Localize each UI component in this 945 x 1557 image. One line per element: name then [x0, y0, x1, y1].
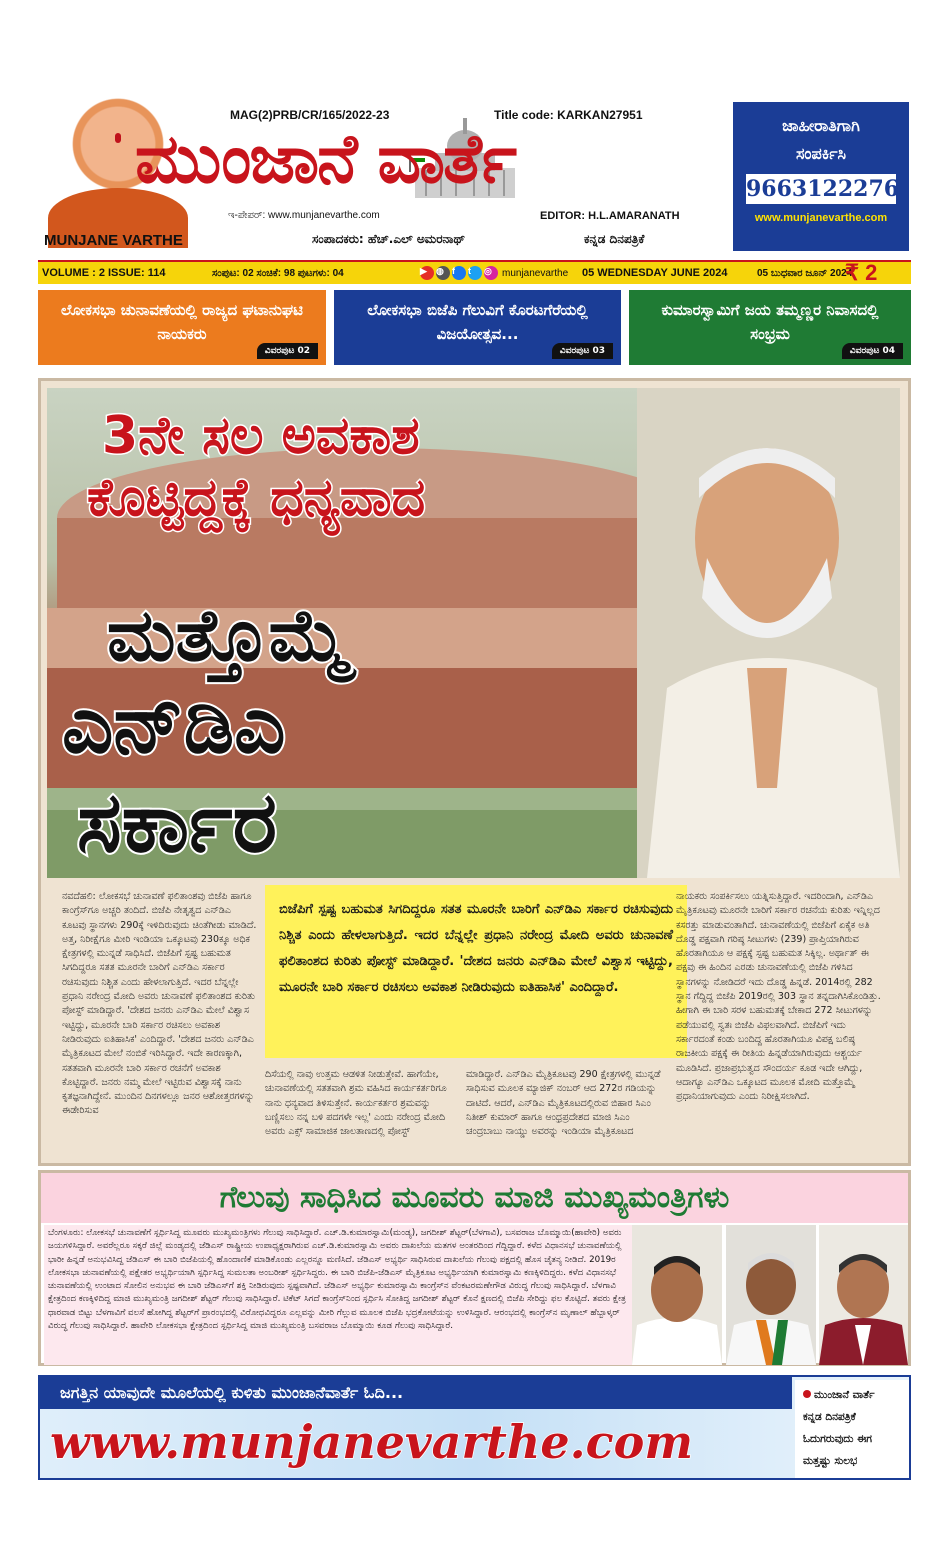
prime-minister-photo [637, 388, 900, 878]
teaser-headline: ಲೋಕಸಭಾ ಚುನಾವಣೆಯಲ್ಲಿ ರಾಜ್ಯದ ಘಟಾನುಘಟಿ ನಾಯಕರು [61, 301, 303, 343]
former-cms-body: ಬೆಂಗಳೂರು: ಲೋಕಸಭೆ ಚುನಾವಣೆಗೆ ಸ್ಪರ್ಧಿಸಿದ್ದ ಮೂವರು ಮುಖ್ಯಮಂತ್ರಿಗಳು ಗೆಲುವು ಸಾಧಿಸಿದ್ದಾರೆ. ಎಚ್.ಡಿ.ಕುಮಾರಸ್ವಾಮಿ(ಮಂಡ್ಯ), ಜಗದೀಶ್ ಶೆಟ್ಟರ್(ಬೆಳಗಾವಿ), ಬಸವರಾಜ ಬೊಮ್ಮಾಯಿ(ಹಾವೇರಿ) ಅವರು ಜಯಗಳಿಸಿದ್ದಾರೆ. ಅವರೆಲ್ಲರೂ ಸಕ್ಕರೆ ಜಿಲ್ಲೆ ಮಂಡ್ಯದಲ್ಲಿ ಜೆಡಿಎಸ್ ರಾಷ್ಟ್ರೀಯ ಉಪಾಧ್ಯಕ್ಷರಾಗಿರುವ ಎಚ್.ಡಿ.ಕುಮಾರಸ್ವಾಮಿ ಅವರು ದಾಖಲೆಯ ಮತಗಳ ಅಂತರದಿಂದ ಗೆದ್ದಿದ್ದಾರೆ. ಕಳೆದ ವಿಧಾನಸಭೆ ಚುನಾವಣೆಯಲ್ಲಿ ಭಾರೀ ಹಿನ್ನಡೆ ಅನುಭವಿಸಿದ್ದ ಜೆಡಿಎಸ್‌ ಈ ಬಾರಿ ಬಿಜೆಪಿಯಲ್ಲಿ ಹೊಂದಾಣಿಕೆ ಮಾಡಿಕೊಂಡು ಎಲ್ಲರನ್ನೂ ಮಣಿಸಿದೆ. ಜೆಡಿಎಸ್ ಅಭ್ಯರ್ಥಿ ಸಾಧಿಸಿರುವ ದಾಖಲೆಯ ಗೆಲುವು ಪಕ್ಷದಲ್ಲಿ ಹೊಸ ಚೈತನ್ಯ ನೀಡಿದೆ. 2019ರ ಲೋಕಸಭಾ ಚುನಾವಣೆಯಲ್ಲಿ ಪಕ್ಷೇತರ ಅಭ್ಯರ್ಥಿಯಾಗಿ ಸ್ಪರ್ಧಿಸಿದ್ದ ಸುಮಲತಾ ಅಂಬರೀಶ್ ಸ್ಪರ್ಧಿಸಿದ್ದರು. ಈ ಬಾರಿ ಬಿಜೆಪಿ-ಜೆಡಿಎಸ್ ಮೈತ್ರಿಕೂಟ ಅಭ್ಯರ್ಥಿಯಾಗಿ ಕುಮಾರಸ್ವಾಮಿ ಕಣಕ್ಕಿಳಿದಿದ್ದರು. ಕಳೆದ ವಿಧಾನಸಭೆ ಚುನಾವಣೆಯಲ್ಲಿ ಉಂಟಾದ ಸೋಲಿನ ಅನುಭವ ಈ ಬಾರಿ ಜೆಡಿಎಸ್‌ಗೆ ಶಕ್ತಿ ನೀಡಿರುವುದು ಸ್ಪಷ್ಟವಾಗಿದೆ. ಜೆಡಿಎಸ್ ಅಭ್ಯರ್ಥಿ ಕುಮಾರಸ್ವಾಮಿ ಕಾಂಗ್ರೆಸ್‌ನ ವೆಂಕಟರಮಣೇಗೌಡ ವಿರುದ್ಧ ಗೆಲುವು ಸಾಧಿಸಿದ್ದಾರೆ. ಬೆಳಗಾವಿ ಕ್ಷೇತ್ರದಿಂದ ಕಣಕ್ಕಿಳಿದಿದ್ದ ಮಾಜಿ ಮುಖ್ಯಮಂತ್ರಿ ಜಗದೀಶ್ ಶೆಟ್ಟರ್ ಗೆಲುವು ಸಾಧಿಸಿದ್ದಾರೆ. ಟಿಕೆಟ್ ಸಿಗದೆ ಕಾಂಗ್ರೆಸ್‌ನಿಂದ ಸ್ಪರ್ಧಿಸಿ ಸೋತಿದ್ದ ಜಗದೀಶ್ ಶೆಟ್ಟರ್ ಕೊನೆ ಕ್ಷಣದಲ್ಲಿ ಬಿಜೆಪಿ ಸೇರಿದ್ದು ಫಲ ಕೊಟ್ಟಿದೆ. ತವರು ಕ್ಷೇತ್ರ ಧಾರವಾಡ ಬಿಟ್ಟು ಬೆಳಗಾವಿಗೆ ವಲಸೆ ಹೋಗಿದ್ದ ಶೆಟ್ಟರ್‌ಗೆ ಪ್ರಾರಂಭದಲ್ಲಿ ವಿರೋಧವಿದ್ದರೂ ಎಲ್ಲವನ್ನು ಮೀರಿ ಗೆಲ್ಲುವ ಮೂಲಕ ಬಿಜೆಪಿ ಭದ್ರಕೋಟೆಯನ್ನು ಉಳಿಸಿದ್ದಾರೆ. ಆರಂಭದಲ್ಲಿ ಕಾಂಗ್ರೆಸ್‌ನ ಮೃಣಾಲ್ ಹೆಬ್ಬಾಳ್ಕರ್ ವಿರುದ್ಧ ಗೆಲುವು ಸಾಧಿಸಿದ್ದಾರೆ. ಹಾವೇರಿ ಲೋಕಸಭಾ ಕ್ಷೇತ್ರದಿಂದ ಸ್ಪರ್ಧಿಸಿದ್ದ ಮಾಜಿ ಮುಖ್ಯಮಂತ್ರಿ ಬಸವರಾಜ ಬೊಮ್ಮಾಯಿ ಕೂಡ ಗೆಲುವು ಸಾಧಿಸಿದ್ದಾರೆ. [44, 1225, 632, 1365]
headline-line-1: 3ನೇ ಸಲ ಅವಕಾಶ [102, 406, 420, 466]
promo-side-line-3: ಓದುಗರುವುದು ಈಗ [803, 1433, 872, 1445]
headline-line-5: ಸರ್ಕಾರ [77, 773, 278, 871]
editor-name-english: EDITOR: H.L.AMARANATH [540, 210, 680, 222]
lead-pullquote: ಬಿಜೆಪಿಗೆ ಸ್ಪಷ್ಟ ಬಹುಮತ ಸಿಗದಿದ್ದರೂ ಸತತ ಮೂರನೇ ಬಾರಿಗೆ ಎನ್‌ಡಿಎ ಸರ್ಕಾರ ರಚಿಸುವುದು ನಿಶ್ಚಿತ ಎಂದು ಹೇಳಲಾಗುತ್ತಿದೆ. ಇದರ ಬೆನ್ನಲ್ಲೇ ಪ್ರಧಾನಿ ನರೇಂದ್ರ ಮೋದಿ ಅವರು ಚುನಾವಣೆ ಫಲಿತಾಂಶದ ಕುರಿತು ಪೋಸ್ಟ್ ಮಾಡಿದ್ದಾರೆ. 'ದೇಶದ ಜನರು ಎನ್‌ಡಿಎ ಮೇಲೆ ವಿಶ್ವಾಸ ಇಟ್ಟಿದ್ದು, ಮೂರನೇ ಬಾರಿ ಸರ್ಕಾರ ರಚಿಸಲು ಅವಕಾಶ ನೀಡಿರುವುದು ಐತಿಹಾಸಿಕ' ಎಂದಿದ್ದಾರೆ. [265, 885, 687, 1058]
promo-tagline: ಜಗತ್ತಿನ ಯಾವುದೇ ಮೂಲೆಯಲ್ಲಿ ಕುಳಿತು ಮುಂಜಾನೆವಾರ್ತೆ ಓದಿ... [40, 1377, 792, 1409]
social-handle[interactable]: munjanevarthe [502, 267, 569, 279]
teaser-page-ref: ವಿವರಪುಟ 04 [842, 343, 903, 359]
price: ₹ 2 [845, 260, 878, 285]
headline-line-2: ಕೊಟ್ಟಿದ್ದಕ್ಕೆ ಧನ್ಯವಾದ [87, 468, 426, 528]
lead-column-3: ಮಾಡಿದ್ದಾರೆ. ಎನ್‌ಡಿಎ ಮೈತ್ರಿಕೂಟವು 290 ಕ್ಷೇತ್ರಗಳಲ್ಲಿ ಮುನ್ನಡೆ ಸಾಧಿಸುವ ಮೂಲಕ ಮ್ಯಾಜಿಕ್ ನಂಬರ್ ಆದ 272ರ ಗಡಿಯನ್ನು ದಾಟಿದೆ. ಆದರೆ, ಎನ್‌ಡಿಎ ಮೈತ್ರಿಕೂಟದಲ್ಲಿರುವ ಬಿಹಾರ ಸಿಎಂ ನಿತೀಶ್ ಕುಮಾರ್ ಹಾಗೂ ಆಂಧ್ರಪ್ರದೇಶದ ಮಾಜಿ ಸಿಎಂ ಚಂದ್ರಬಾಬು ನಾಯ್ಡು ಅವರನ್ನು ಇಂಡಿಯಾ ಮೈತ್ರಿಕೂಟದ [466, 1069, 661, 1138]
instagram-icon[interactable]: ◎ [484, 266, 498, 280]
cm-photo-shettar [819, 1225, 908, 1365]
teaser-page-3[interactable] [334, 290, 621, 365]
date-english: 05 WEDNESDAY JUNE 2024 [582, 267, 728, 279]
teaser-page-ref: ವಿವರಪುಟ 03 [552, 343, 613, 359]
promo-side-line-4: ಮತ್ತಷ್ಟು ಸುಲಭ [803, 1455, 858, 1467]
teaser-page-2[interactable] [38, 290, 326, 365]
globe-icon[interactable]: ◍ [436, 266, 450, 280]
date-kannada: 05 ಬುಧವಾರ ಜೂನ್ 2024 [757, 267, 853, 279]
teaser-headline: ಕುಮಾರಸ್ವಾಮಿಗೆ ಜಯ ತಮ್ಮಣ್ಣರ ನಿವಾಸದಲ್ಲಿ ಸಂಭ್ರಮ [661, 301, 879, 343]
promo-website-link[interactable]: www.munjanevarthe.com [50, 1415, 694, 1469]
advertisement-contact-box [731, 100, 911, 253]
headline-line-3: ಮತ್ತೊಮ್ಮೆ [107, 593, 350, 677]
brand-name-english: MUNJANE VARTHE [44, 232, 183, 249]
epaper-link[interactable]: ಇ-ಪೇಪರ್: www.munjanevarthe.com [228, 210, 380, 221]
bullet-icon [803, 1390, 811, 1398]
issue-info-strip [38, 260, 911, 284]
ad-phone[interactable]: 9663122276 [746, 176, 900, 202]
lead-column-4: ನಾಯಕರು ಸಂಪರ್ಕಿಸಲು ಯತ್ನಿಸುತ್ತಿದ್ದಾರೆ. ಇದರಿಂದಾಗಿ, ಎನ್‌ಡಿಎ ಮೈತ್ರಿಕೂಟವು ಮೂರನೇ ಬಾರಿಗೆ ಸರ್ಕಾರ ರಚನೆಯ ಕುರಿತು ಇನ್ನಿಲ್ಲದ ಕಸರತ್ತು ಮಾಡುವಂತಾಗಿದೆ. ಚುನಾವಣೆಯಲ್ಲಿ ಬಿಜೆಪಿಗೆ ಏಕೈಕ ಅತಿ ದೊಡ್ಡ ಪಕ್ಷವಾಗಿ ಗರಿಷ್ಠ ಸೀಟುಗಳು (239) ಪ್ರಾಪ್ತಿಯಾಗಿರುವ ಹೊರತಾಗಿಯೂ ಆ ಪಕ್ಷಕ್ಕೆ ಸ್ಪಷ್ಟ ಬಹುಮತ ಸಿಕ್ಕಿಲ್ಲ. ಅರ್ಥಾತ್ ಈ ಪಕ್ಷವು ಈ ಹಿಂದಿನ ಎರಡು ಚುನಾವಣೆಯಲ್ಲಿ ಬಿಜೆಪಿ ಗಳಿಸಿದ ಸ್ಥಾನಗಳನ್ನು ನೋಡಿದರೆ ಇದು ದೊಡ್ಡ ಹಿನ್ನಡೆ. 2014ರಲ್ಲಿ 282 ಸ್ಥಾನ ಗೆದ್ದಿದ್ದ ಬಿಜೆಪಿ 2019ರಲ್ಲಿ 303 ಸ್ಥಾನ ತನ್ನದಾಗಿಸಿಕೊಂಡಿತ್ತು. ಹೀಗಾಗಿ ಈ ಬಾರಿ ಸರಳ ಬಹುಮತಕ್ಕೆ ಬೇಕಾದ 272 ಸೀಟುಗಳನ್ನು ಪಡೆಯುವಲ್ಲಿ ಸ್ವತಃ ಬಿಜೆಪಿ ವಿಫಲವಾಗಿದೆ. ಬಿಜೆಪಿಗೆ ಇದು ಸರ್ಕಾರದಂತೆ ಕಂಡು ಬಂದಿದ್ದ ಹೊರತಾಗಿಯೂ ವಿಪಕ್ಷ ಬಲಿಷ್ಠ ರಾಜಕೀಯ ಪಕ್ಷಕ್ಕೆ ಈ ರೀತಿಯ ಹಿನ್ನಡೆಯಾಗಿರುವುದು ಆಶ್ಚರ್ಯ ಮೂಡಿಸಿದೆ. ಪ್ರಜಾಪ್ರಭುತ್ವದ ಸೌಂದರ್ಯ ಕೂಡ ಇದೇ ಆಗಿದ್ದು, ಆದಾಗ್ಯೂ ಎನ್‌ಡಿಎ ಒಕ್ಕೂಟದ ಮೂಲಕ ಮೋದಿ ಮತ್ತೊಮ್ಮೆ ಪ್ರಧಾನಿಯಾಗುವುದು ಎಂದು ನಿರೀಕ್ಷಿಸಲಾಗಿದೆ. [676, 891, 881, 1103]
daily-label: ಕನ್ನಡ ದಿನಪತ್ರಿಕೆ [584, 232, 645, 246]
lead-hero-image [47, 388, 900, 878]
promo-side-box [795, 1380, 909, 1478]
promo-side-line-2: ಕನ್ನಡ ದಿನಪತ್ರಿಕೆ [803, 1411, 856, 1423]
teaser-page-4[interactable] [629, 290, 911, 365]
title-code: Title code: KARKAN27951 [494, 108, 643, 122]
ad-website[interactable]: www.munjanevarthe.com [754, 212, 888, 224]
facebook-icon[interactable]: f [452, 266, 466, 280]
ad-line-1: ಜಾಹೀರಾತಿಗಾಗಿ [782, 116, 860, 135]
editor-name-kannada: ಸಂಪಾದಕರು: ಹೆಚ್.ಎಲ್ ಅಮರನಾಥ್ [312, 232, 466, 246]
youtube-icon[interactable]: ▶ [420, 266, 434, 280]
headline-line-4: ಎನ್‌ಡಿಎ [62, 678, 286, 771]
teaser-page-ref: ವಿವರಪುಟ 02 [257, 343, 318, 359]
volume-issue-kannada: ಸಂಪುಟ: 02 ಸಂಚಿಕೆ: 98 ಪುಟಗಳು: 04 [212, 267, 344, 279]
masthead-title: ಮುಂಜಾನೆ ವಾರ್ತೆ [135, 120, 515, 199]
cm-photo-kumaraswamy [726, 1225, 816, 1365]
former-cms-headline: ಗೆಲುವು ಸಾಧಿಸಿದ ಮೂವರು ಮಾಜಿ ಮುಖ್ಯಮಂತ್ರಿಗಳು [41, 1173, 908, 1223]
lead-column-2: ದಿಸೆಯಲ್ಲಿ ನಾವು ಉತ್ತಮ ಆಡಳಿತ ನೀಡುತ್ತೇವೆ. ಹಾಗೆಯೇ, ಚುನಾವಣೆಯಲ್ಲಿ ಸತತವಾಗಿ ಶ್ರಮ ವಹಿಸಿದ ಕಾರ್ಯಕರ್ತರಿಗೂ ನಾನು ಧನ್ಯವಾದ ತಿಳಿಸುತ್ತೇನೆ. ಕಾರ್ಯಕರ್ತರ ಶ್ರಮವನ್ನು ಬಣ್ಣಿಸಲು ನನ್ನ ಬಳಿ ಪದಗಳೇ ಇಲ್ಲ' ಎಂದು ನರೇಂದ್ರ ಮೋದಿ ಅವರು ಎಕ್ಸ್ ಸಾಮಾಜಿಕ ಜಾಲತಾಣದಲ್ಲಿ ಪೋಸ್ಟ್ [265, 1069, 447, 1138]
ad-line-2: ಸಂಪರ್ಕಿಸಿ [795, 144, 847, 163]
teaser-headline: ಲೋಕಸಭಾ ಬಿಜೆಪಿ ಗೆಲುವಿಗೆ ಕೊರಟಗೆರೆಯಲ್ಲಿ ವಿಜಯೋತ್ಸವ... [367, 301, 588, 343]
volume-issue: VOLUME : 2 ISSUE: 114 [42, 267, 166, 279]
promo-side-line-1: ಮುಂಜಾನೆ ವಾರ್ತೆ [803, 1384, 907, 1406]
registration-number: MAG(2)PRB/CR/165/2022-23 [230, 108, 390, 122]
twitter-icon[interactable]: t [468, 266, 482, 280]
lead-column-1: ನವದೆಹಲಿ: ಲೋಕಸಭೆ ಚುನಾವಣೆ ಫಲಿತಾಂಶವು ಬಿಜೆಪಿ ಹಾಗೂ ಕಾಂಗ್ರೆಸ್‌ಗೂ ಅಚ್ಚರಿ ತಂದಿದೆ. ಬಿಜೆಪಿ ನೇತೃತ್ವದ ಎನ್‌ಡಿಎ ಕೂಟವು ಸ್ಥಾನಗಳು 290ಕ್ಕೆ ಇಳಿದಿರುವುದು ಚಿಂತೆಗೀಡು ಮಾಡಿದೆ. ಅತ್ತ, ನಿರೀಕ್ಷೆಗೂ ಮೀರಿ ಇಂಡಿಯಾ ಒಕ್ಕೂಟವು 230ಕ್ಕೂ ಅಧಿಕ ಕ್ಷೇತ್ರಗಳಲ್ಲಿ ಮುನ್ನಡೆ ಸಾಧಿಸಿದೆ. ಬಿಜೆಪಿಗೆ ಸ್ಪಷ್ಟ ಬಹುಮತ ಸಿಗದಿದ್ದರೂ ಸತತ ಮೂರನೇ ಬಾರಿಗೆ ಎನ್‌ಡಿಎ ಸರ್ಕಾರ ರಚಿಸುವುದು ನಿಶ್ಚಿತ ಎಂದು ಹೇಳಲಾಗುತ್ತಿದೆ. ಇದರ ಬೆನ್ನಲ್ಲೇ ಪ್ರಧಾನಿ ನರೇಂದ್ರ ಮೋದಿ ಅವರು ಚುನಾವಣೆ ಫಲಿತಾಂಶದ ಕುರಿತು ಪೋಸ್ಟ್ ಮಾಡಿದ್ದಾರೆ. 'ದೇಶದ ಜನರು ಎನ್‌ಡಿಎ ಮೇಲೆ ವಿಶ್ವಾಸ ಇಟ್ಟಿದ್ದು, ಮೂರನೇ ಬಾರಿ ಸರ್ಕಾರ ರಚಿಸಲು ಅವಕಾಶ ನೀಡಿರುವುದು ಐತಿಹಾಸಿಕ' ಎಂದಿದ್ದಾರೆ. 'ದೇಶದ ಜನರು ಎನ್‌ಡಿಎ ಮೈತ್ರಿಕೂಟದ ಮೇಲೆ ನಂಬಿಕೆ ಇರಿಸಿದ್ದಾರೆ. ಇದೇ ಕಾರಣಕ್ಕಾಗಿ, ಸತತವಾಗಿ ಮೂರನೇ ಬಾರಿ ಸರ್ಕಾರ ರಚನೆಗೆ ಅವಕಾಶ ಕೊಟ್ಟಿದ್ದಾರೆ. ಜನರು ನಮ್ಮ ಮೇಲೆ ಇಟ್ಟಿರುವ ವಿಶ್ವಾಸಕ್ಕೆ ನಾನು ಕೃತಜ್ಞನಾಗಿದ್ದೇನೆ. ಮುಂದಿನ ದಿನಗಳಲ್ಲೂ ಜನರ ಆಶೋತ್ತರಗಳನ್ನು ಈಡೇರಿಸುವ [62, 891, 257, 1117]
cm-photo-bommai [632, 1225, 722, 1365]
